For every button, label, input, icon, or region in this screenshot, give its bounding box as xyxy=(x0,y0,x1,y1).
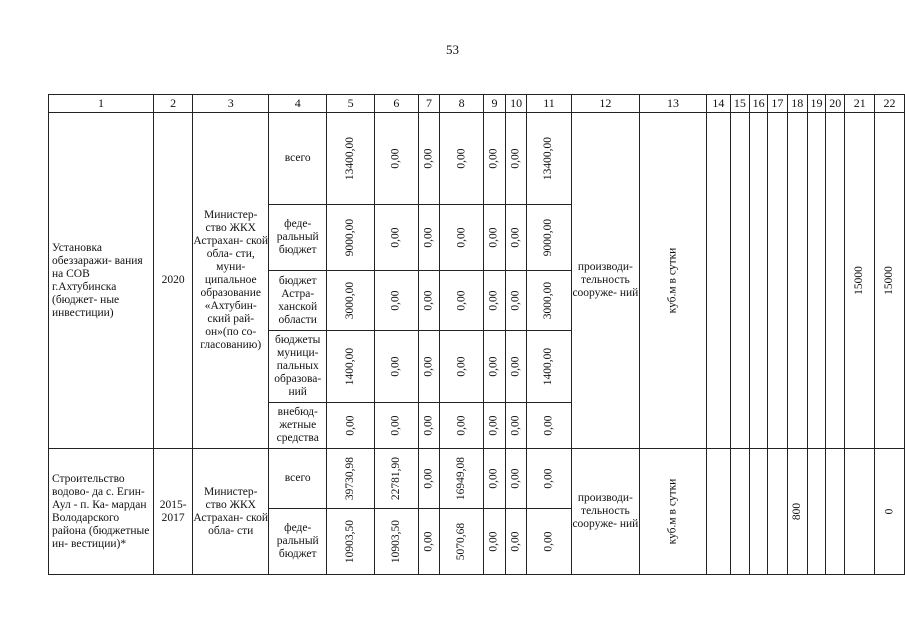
value-col17 xyxy=(768,449,787,575)
col-header: 21 xyxy=(845,95,875,113)
amount-col8: 16949,08 xyxy=(455,456,468,501)
amount-col8: 0,00 xyxy=(455,148,468,169)
funding-source: внебюд- жетные средства xyxy=(269,403,327,449)
amount-col11: 13400,00 xyxy=(542,136,555,181)
value-col18 xyxy=(787,113,807,449)
amount-col6: 0,00 xyxy=(389,148,402,169)
col-header: 19 xyxy=(807,95,825,113)
amount-col9: 0,00 xyxy=(488,148,501,169)
amount-col5: 9000,00 xyxy=(344,218,357,257)
value-col22: 15000 xyxy=(883,266,896,295)
amount-col6: 10903,50 xyxy=(389,519,402,564)
amount-col9: 0,00 xyxy=(488,227,501,248)
col-header: 3 xyxy=(193,95,269,113)
amount-col10: 0,00 xyxy=(509,227,522,248)
value-col14 xyxy=(706,449,730,575)
indicator-name: производи- тельность сооруже- ний xyxy=(571,113,640,449)
page-number: 53 xyxy=(446,42,459,57)
value-col19 xyxy=(807,449,825,575)
amount-col10: 0,00 xyxy=(509,356,522,377)
amount-col10: 0,00 xyxy=(509,415,522,436)
col-header: 2 xyxy=(153,95,192,113)
amount-col5: 0,00 xyxy=(344,415,357,436)
col-header: 6 xyxy=(374,95,418,113)
investment-table xyxy=(48,94,905,575)
amount-col8: 0,00 xyxy=(455,290,468,311)
project-year: 2020 xyxy=(153,113,192,449)
amount-col10: 0,00 xyxy=(509,531,522,552)
value-col15 xyxy=(730,113,749,449)
amount-col8: 0,00 xyxy=(455,227,468,248)
col-header: 16 xyxy=(750,95,768,113)
col-header: 5 xyxy=(327,95,374,113)
col-header: 14 xyxy=(706,95,730,113)
project-organization: Министер- ство ЖКХ Астрахан- ской обла- сти xyxy=(193,449,269,575)
col-header: 17 xyxy=(768,95,787,113)
amount-col6: 0,00 xyxy=(389,415,402,436)
funding-source: всего xyxy=(269,449,327,509)
amount-col6: 0,00 xyxy=(389,227,402,248)
project-name: Установка обеззаражи- вания на СОВ г.Ахтубинска (бюджет- ные инвестиции) xyxy=(49,113,154,449)
amount-col7: 0,00 xyxy=(422,227,435,248)
funding-source: феде- ральный бюджет xyxy=(269,509,327,575)
indicator-name: производи- тельность сооруже- ний xyxy=(571,449,640,575)
project-organization: Министер- ство ЖКХ Астрахан- ской обла- сти, муни- ципальное образование «Ахтубин- ский рай- он»(по со- гласованию) xyxy=(193,113,269,449)
col-header: 15 xyxy=(730,95,749,113)
col-header: 20 xyxy=(826,95,845,113)
amount-col7: 0,00 xyxy=(422,290,435,311)
amount-col8: 0,00 xyxy=(455,356,468,377)
amount-col5: 3000,00 xyxy=(344,281,357,320)
col-header: 8 xyxy=(440,95,484,113)
amount-col6: 0,00 xyxy=(389,290,402,311)
header-row xyxy=(49,95,905,113)
amount-col7: 0,00 xyxy=(422,415,435,436)
value-col22: 0 xyxy=(883,508,896,515)
amount-col5: 10903,50 xyxy=(344,519,357,564)
col-header: 4 xyxy=(269,95,327,113)
col-header: 1 xyxy=(49,95,154,113)
amount-col6: 0,00 xyxy=(389,356,402,377)
amount-col9: 0,00 xyxy=(488,290,501,311)
value-col16 xyxy=(750,449,768,575)
amount-col7: 0,00 xyxy=(422,356,435,377)
amount-col11: 3000,00 xyxy=(542,281,555,320)
col-header: 11 xyxy=(527,95,571,113)
amount-col5: 13400,00 xyxy=(344,136,357,181)
value-col16 xyxy=(750,113,768,449)
amount-col11: 9000,00 xyxy=(542,218,555,257)
indicator-unit: куб.м в сутки xyxy=(666,478,679,545)
project-name: Строительство водово- да с. Егин- Аул - п. Ка- мардан Володарского района (бюджетные ин- вестиции)* xyxy=(49,449,154,575)
amount-col6: 22781,90 xyxy=(389,456,402,501)
amount-col11: 0,00 xyxy=(542,468,555,489)
table-row xyxy=(49,449,905,509)
project-year: 2015- 2017 xyxy=(153,449,192,575)
amount-col10: 0,00 xyxy=(509,148,522,169)
value-col21: 15000 xyxy=(853,266,866,295)
amount-col7: 0,00 xyxy=(422,148,435,169)
funding-source: бюджет Астра- ханской области xyxy=(269,271,327,331)
value-col15 xyxy=(730,449,749,575)
col-header: 7 xyxy=(418,95,439,113)
value-col18: 800 xyxy=(790,502,803,521)
col-header: 12 xyxy=(571,95,640,113)
value-col14 xyxy=(706,113,730,449)
amount-col7: 0,00 xyxy=(422,468,435,489)
amount-col10: 0,00 xyxy=(509,468,522,489)
col-header: 10 xyxy=(505,95,527,113)
col-header: 18 xyxy=(787,95,807,113)
table-row xyxy=(49,113,905,205)
col-header: 13 xyxy=(640,95,707,113)
col-header: 9 xyxy=(484,95,506,113)
amount-col9: 0,00 xyxy=(488,356,501,377)
amount-col5: 39730,98 xyxy=(344,456,357,501)
amount-col10: 0,00 xyxy=(509,290,522,311)
funding-source: всего xyxy=(269,113,327,205)
amount-col9: 0,00 xyxy=(488,415,501,436)
col-header: 22 xyxy=(875,95,905,113)
amount-col8: 0,00 xyxy=(455,415,468,436)
value-col19 xyxy=(807,113,825,449)
funding-source: бюджеты муници- пальных образова- ний xyxy=(269,331,327,403)
amount-col7: 0,00 xyxy=(422,531,435,552)
value-col17 xyxy=(768,113,787,449)
indicator-unit: куб.м в сутки xyxy=(666,247,679,314)
funding-source: феде- ральный бюджет xyxy=(269,205,327,271)
amount-col11: 0,00 xyxy=(542,415,555,436)
value-col20 xyxy=(826,449,845,575)
amount-col8: 5070,68 xyxy=(455,522,468,561)
amount-col11: 0,00 xyxy=(542,531,555,552)
value-col21 xyxy=(845,449,875,575)
value-col20 xyxy=(826,113,845,449)
amount-col9: 0,00 xyxy=(488,468,501,489)
amount-col9: 0,00 xyxy=(488,531,501,552)
amount-col11: 1400,00 xyxy=(542,347,555,386)
amount-col5: 1400,00 xyxy=(344,347,357,386)
